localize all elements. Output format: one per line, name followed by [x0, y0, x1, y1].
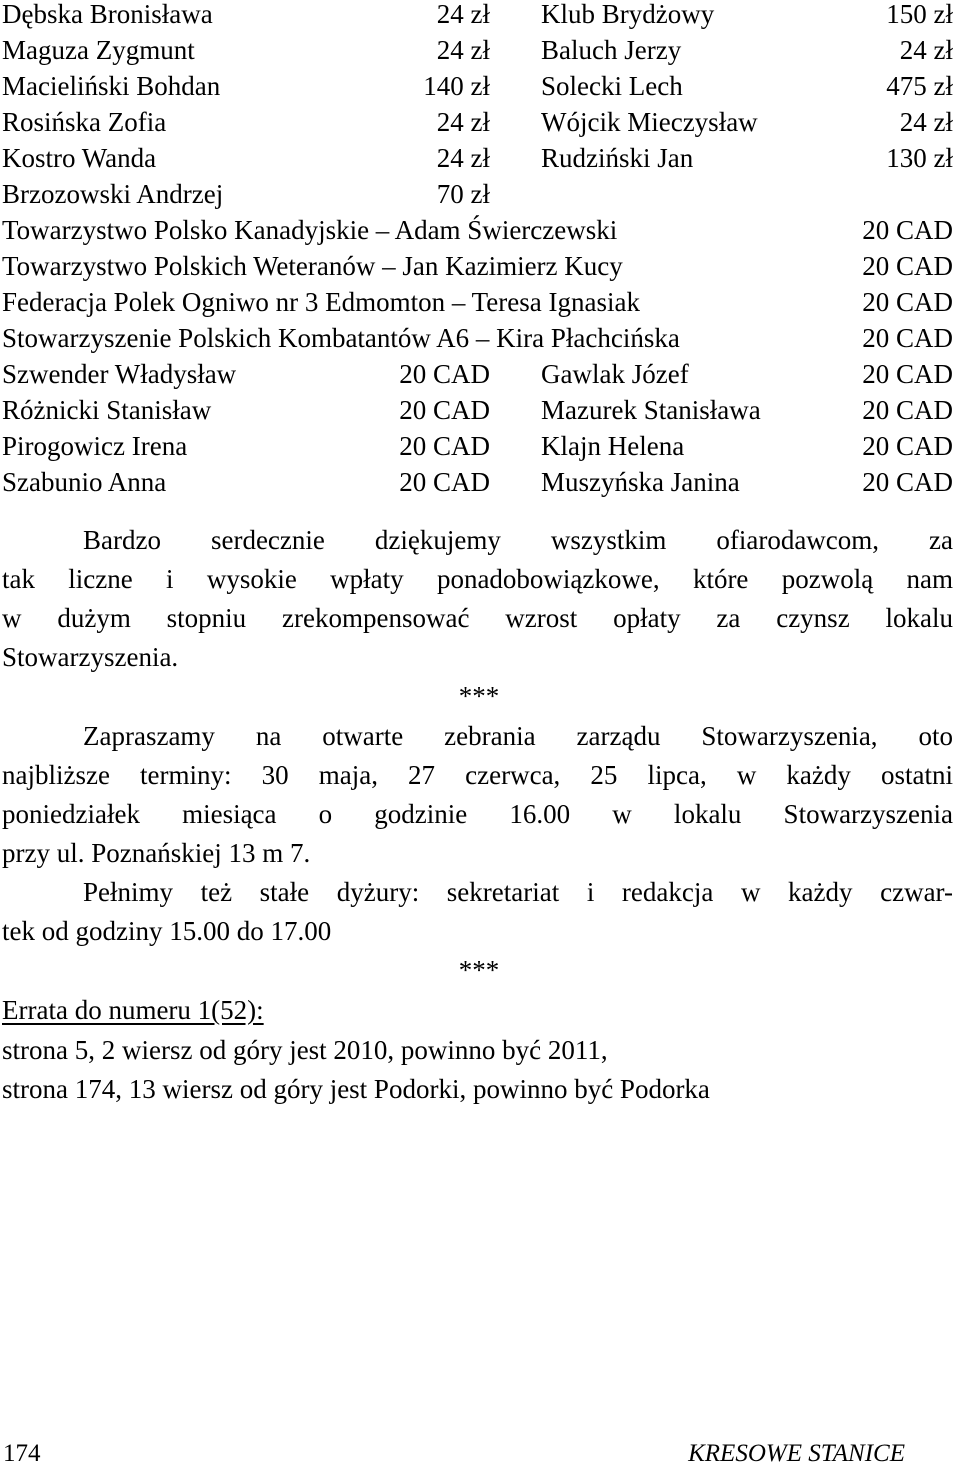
thanks-paragraph-line: tak liczne i wysokie wpłaty ponadobowiązkowe, które pozwolą nam — [2, 564, 953, 594]
donor-name: Dębska Bronisława — [2, 0, 213, 29]
donation-amount: 24 zł — [436, 107, 490, 137]
errata-line: strona 174, 13 wiersz od góry jest Podorki, powinno być Podorka — [2, 1074, 710, 1104]
donor-name: Maguza Zygmunt — [2, 35, 195, 65]
donor-name: Macieliński Bohdan — [2, 71, 221, 101]
donor-name: Wójcik Mieczysław — [541, 107, 758, 137]
donation-amount: 20 CAD — [399, 395, 490, 425]
donation-amount: 20 CAD — [399, 467, 490, 497]
donation-row — [2, 104, 953, 140]
donation-amount: 24 zł — [899, 107, 953, 137]
organization-donor: Stowarzyszenie Polskich Kombatantów A6 – Kira Płachcińska — [2, 323, 680, 353]
donor-name: Szabunio Anna — [2, 467, 167, 497]
donation-amount: 20 CAD — [862, 431, 953, 461]
donation-amount: 20 CAD — [862, 467, 953, 497]
donor-name: Rudziński Jan — [541, 143, 694, 173]
thanks-paragraph-line: Stowarzyszenia. — [2, 642, 179, 672]
duty-paragraph-line: tek od godziny 15.00 do 17.00 — [2, 916, 332, 946]
donation-amount: 24 zł — [436, 35, 490, 65]
donation-row — [2, 428, 953, 464]
thanks-paragraph-line: Bardzo serdecznie dziękujemy wszystkim ofiarodawcom, za — [83, 525, 953, 555]
donation-amount: 140 zł — [423, 71, 490, 101]
donation-amount: 20 CAD — [862, 287, 953, 317]
page-number: 174 — [3, 1440, 41, 1467]
meeting-paragraph-line: poniedziałek miesiąca o godzinie 16.00 w lokalu Stowarzyszenia — [2, 799, 953, 829]
donation-amount: 20 CAD — [399, 359, 490, 389]
donation-row — [2, 32, 953, 68]
organization-donation-row — [2, 248, 953, 284]
donation-amount: 70 zł — [436, 179, 490, 209]
donation-amount: 24 zł — [436, 143, 490, 173]
errata-line: strona 5, 2 wiersz od góry jest 2010, powinno być 2011, — [2, 1035, 608, 1065]
donation-amount: 24 zł — [436, 0, 490, 29]
donation-amount: 20 CAD — [862, 395, 953, 425]
publication-title: KRESOWE STANICE — [688, 1440, 905, 1467]
donation-row — [2, 464, 953, 500]
duty-paragraph-line: Pełnimy też stałe dyżury: sekretariat i redakcja w każdy czwar- — [83, 877, 953, 907]
donation-row — [2, 0, 953, 32]
donor-name: Pirogowicz Irena — [2, 431, 188, 461]
organization-donor: Towarzystwo Polskich Weteranów – Jan Kazimierz Kucy — [2, 251, 623, 281]
donor-name: Solecki Lech — [541, 71, 683, 101]
donor-name: Klub Brydżowy — [541, 0, 715, 29]
donation-row — [2, 392, 953, 428]
donor-name: Kostro Wanda — [2, 143, 157, 173]
organization-donation-row — [2, 212, 953, 248]
organization-donor: Federacja Polek Ogniwo nr 3 Edmomton – Teresa Ignasiak — [2, 287, 640, 317]
donor-name: Mazurek Stanisława — [541, 395, 761, 425]
donation-amount: 20 CAD — [862, 359, 953, 389]
donation-amount: 475 zł — [886, 71, 953, 101]
donation-row — [2, 356, 953, 392]
donation-amount: 130 zł — [886, 143, 953, 173]
thanks-paragraph-line: w dużym stopniu zrekompensować wzrost opłaty za czynsz lokalu — [2, 603, 953, 633]
donation-amount: 20 CAD — [399, 431, 490, 461]
errata-heading — [2, 990, 953, 1030]
section-separator: *** — [458, 681, 500, 711]
donor-name: Baluch Jerzy — [541, 35, 682, 65]
donation-amount: 20 CAD — [862, 251, 953, 281]
donation-amount: 20 CAD — [862, 215, 953, 245]
meeting-paragraph-line: Zapraszamy na otwarte zebrania zarządu Stowarzyszenia, oto — [83, 721, 953, 751]
donor-name: Klajn Helena — [541, 431, 685, 461]
donation-row — [2, 176, 953, 212]
meeting-paragraph-line: najbliższe terminy: 30 maja, 27 czerwca, 25 lipca, w każdy ostatni — [2, 760, 953, 790]
donation-amount: 20 CAD — [862, 323, 953, 353]
donation-amount: 24 zł — [899, 35, 953, 65]
errata-title: Errata do numeru 1(52): — [2, 995, 264, 1025]
donor-name: Różnicki Stanisław — [2, 395, 212, 425]
donor-name: Gawlak Józef — [541, 359, 689, 389]
donation-row — [2, 68, 953, 104]
meeting-paragraph-line: przy ul. Poznańskiej 13 m 7. — [2, 838, 311, 868]
organization-donation-row — [2, 284, 953, 320]
donation-amount: 150 zł — [886, 0, 953, 29]
donation-row — [2, 140, 953, 176]
section-separator: *** — [458, 955, 500, 985]
donor-name: Brzozowski Andrzej — [2, 179, 224, 209]
organization-donor: Towarzystwo Polsko Kanadyjskie – Adam Świerczewski — [2, 215, 618, 245]
donor-name: Muszyńska Janina — [541, 467, 740, 497]
organization-donation-row — [2, 320, 953, 356]
donor-name: Rosińska Zofia — [2, 107, 167, 137]
donor-name: Szwender Władysław — [2, 359, 237, 389]
